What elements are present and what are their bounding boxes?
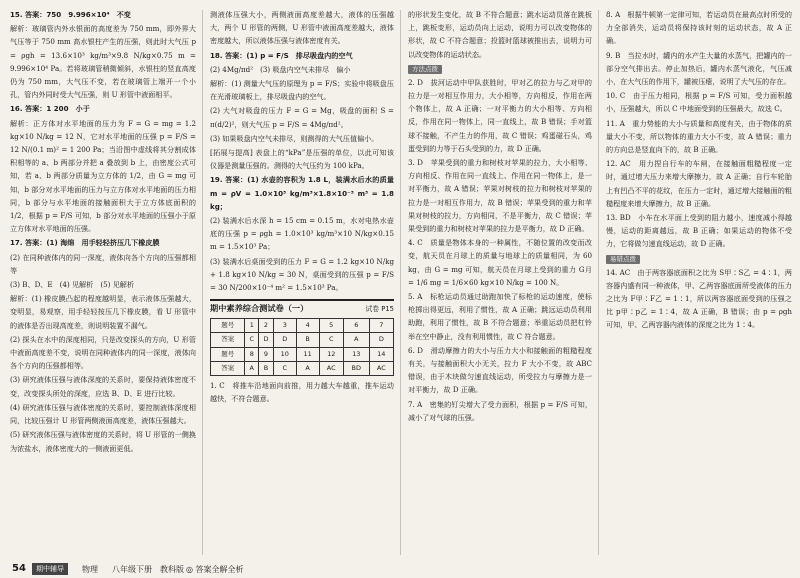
table-cell: BD: [343, 361, 369, 375]
table-cell: C: [319, 333, 343, 347]
answer-13: 13. BD 小车在水平面上受到的阻力越小，速度减小得越慢，运动的距离越远，故 B 正确；如果运动的物体不受力，它将做匀速直线运动，故 D 正确。: [606, 213, 792, 249]
column-divider: [598, 10, 599, 555]
table-cell: A: [296, 361, 319, 375]
answer-15: 15. 答案：750 9.996×10⁴ 不变: [10, 10, 131, 19]
table-row: [211, 319, 394, 333]
table-cell: AC: [319, 361, 343, 375]
table-row: [211, 347, 394, 361]
table-cell: D: [273, 333, 296, 347]
answer-1-cont: 的形状发生变化，故 B 不符合题意；跳水运动员落在跳板上，跳板变形，运动员向上运动，说明力可以改变物体的形状，故 C 不符合题意；投篮时篮球被推出去，说明力可以改变物体的运动状态。: [408, 10, 592, 59]
column-3: [408, 8, 592, 556]
table-cell: 10: [273, 347, 296, 361]
answer-12: 12. AC 用力捏自行车的车闸，在接触面粗糙程度一定时，通过增大压力来增大摩擦力，故 A 正确；自行车轮胎上有凹凸不平的花纹，在压力一定时，通过增大接触面的粗糙程度来增大摩擦力，故 B 正确。: [606, 159, 792, 208]
analysis-16: 解析：正方体对水平地面的压力为 F = G = mg = 1.2 kg×10 N/kg = 12 N，它对水平地面的压强 p = F/S = 12 N/(0.1 m)² = 1 200 Pa；当沿图中虚线将其分割成体积相等的 a、b 两部分并把 a 叠放到 b 上，由密度公式可知，若 a、b 两部分质量为立方体的 1/2，由 G = mg 可知，b 部分对水平地面的压力与立方体对水平地面的压力相同，b 部分与水平地面的接触面积大于立方体底面积的 1/2，根据 p = F/S 可知，b 部分对水平地面的压强小于原立方体对水平地面的压强。: [10, 118, 196, 234]
answer-5: 5. A 标枪运动员通过助跑加快了标枪的运动速度，使标枪掷出得更远，利用了惯性，故 A 正确；跳远运动员利用助跑，利用了惯性，故 B 不符合题意；举重运动员把杠铃举在空中静止，没有利用惯性，故 C 符合题意。: [408, 292, 592, 341]
table-cell: A: [245, 361, 259, 375]
table-cell: D: [259, 333, 274, 347]
answer-8: 8. A 根据牛顿第一定律可知，若运动员在最高点时所受的力全部消失，运动员将保持该时刻的运动状态，故 A 正确。: [606, 10, 792, 46]
analysis-17-cont: 测液体压强大小，两侧液面高度差越大，液体的压强越大，两个 U 形管的两侧，U 形管中液面高度差越大，液体密度越大，所以液体压强与液体密度有关。: [210, 10, 394, 46]
table-cell: D: [369, 333, 393, 347]
answer-17-2: (2) 在同种液体内的同一深度，液体向各个方向的压强都相等: [10, 252, 196, 275]
analysis-17-1: 解析：(1) 橡皮膜凸起的程度越明显，表示液体压强越大，变明显，易观察，用手轻轻按压几下橡皮膜，看 U 形管中的液体是否出现高度差，则说明装置不漏气。: [10, 294, 196, 330]
answer-4: 4. C 质量是物体本身的一种属性，不随位置的改变而改变，航天员在月球上的质量与地球上的质量相同，为 60 kg，由 G = mg 可知，航天员在月球上受到的重力 G月 = 1/6 mg = 1/6×60 kg×10 N/kg = 100 N。: [408, 238, 592, 287]
column-4: [606, 8, 792, 556]
series-label: ◎ 答案全解全析: [186, 565, 244, 574]
table-cell: 3: [273, 319, 296, 333]
table-cell: 9: [259, 347, 274, 361]
answer-14: 14. AC 由于两容器底面积之比为 S甲∶S乙 = 4∶1，两容器内盛有同一种液体，甲、乙两容器底面所受液体的压力之比为 F甲∶F乙 = 1∶1，所以两容器底面受到的压强之比 p甲∶p乙 = 1∶4，故 A 正确，B 错误；由 p = ρgh 可知，甲、乙两容器内液体的深度之比为 1∶4。: [606, 267, 792, 330]
table-cell: 6: [343, 319, 369, 333]
table-cell: 2: [259, 319, 274, 333]
grade-label: 八年级下册 教科版: [112, 565, 184, 574]
brand-badge: 期中辅导: [32, 563, 68, 575]
section-title: 期中素养综合测试卷（一）: [210, 303, 309, 314]
column-2: [210, 8, 394, 556]
table-cell: 12: [319, 347, 343, 361]
table-row: [211, 333, 394, 347]
answer-16: 16. 答案：1 200 小于: [10, 104, 90, 114]
analysis-18-3: (3) 如果吸盘内空气未排尽，则测得的大气压值偏小。: [210, 133, 379, 143]
analysis-17-5: (5) 研究液体压强与液体密度的关系时，将 U 形管的一侧换为浓盐水，液体密度大的一侧液面更低。: [10, 430, 196, 453]
answer-18: 18. 答案：(1) p = F/S 排尽吸盘内的空气: [210, 50, 353, 60]
answer-3: 3. D 苹果受到的重力和树枝对苹果的拉力，大小相等、方向相反、作用在同一直线上、作用在同一物体上，是一对平衡力，故 A 错误；苹果对树枝的拉力和树枝对苹果的拉力是一对相互作用力，故 B 错误；苹果受到的重力和苹果对树枝的拉力，方向相同，不是平衡力，故 C 错误；苹果受到的重力和树枝对苹果的拉力是平衡力，故 D 正确。: [408, 158, 592, 234]
subject-label: 物理: [82, 565, 98, 574]
column-divider: [202, 10, 203, 555]
analysis-17-3: (3) 研究液体压强与液体深度的关系时，要保持液体密度不变，改变探头所处的深度，应选 B、D、E 进行比较。: [10, 375, 196, 398]
table-cell: AC: [369, 361, 393, 375]
column-divider: [400, 10, 401, 555]
table-cell: C: [273, 361, 296, 375]
answer-18-2: (2) 4Mg/πd² (3) 吸盘内空气未排尽 偏小: [210, 64, 351, 74]
answer-9: 9. B 当拉水时，罐内的水产生大量的水蒸气，把罐内的一部分空气排出去。停止加热后，罐内水蒸气液化，气压减小，在大气压的作用下，罐被压瘪，说明了大气压的存在。: [606, 50, 792, 87]
answer-17: 17. 答案：(1) 海绵 用手轻轻挤压几下橡皮膜: [10, 238, 160, 248]
analysis-18-2: (2) 大气对吸盘的压力 F = G = Mg，吸盘的面积 S = π(d/2)²，则大气压 p = F/S = 4Mg/πd²。: [210, 106, 394, 129]
table-cell: C: [245, 333, 259, 347]
answer-11: 11. A 重力势能的大小与质量和高度有关，由于物体的质量大小不变，所以物体的重力大小不变，故 A 错误；重力的方向总是竖直向下的，故 B 正确。: [606, 118, 792, 155]
section-header: [210, 299, 394, 315]
column-1: [10, 8, 196, 556]
answer-1: 1. C 将推车沿地面向前推，用力越大车越重，推车运动越快，不符合题意。: [210, 381, 394, 404]
table-cell: B: [296, 333, 319, 347]
table-cell: 题号: [211, 347, 245, 361]
table-cell: 13: [343, 347, 369, 361]
section-ref: 试卷 P15: [365, 305, 394, 314]
table-cell: 14: [369, 347, 393, 361]
table-cell: 答案: [211, 333, 245, 347]
answer-6: 6. D 滑动摩擦力的大小与压力大小和接触面的粗糙程度有关，与接触面积大小无关，拉力 F 大小不变，故 ABC 错误，由于木块做匀速直线运动，所受拉力与摩擦力是一对平衡力，故 D 正确。: [408, 345, 592, 395]
table-cell: 1: [245, 319, 259, 333]
extension-18: [拓展与提高] 表盘上的“kPa”是压强的单位，以此可知该仪器是测量压强的。测得的大气压约为 100 kPa。: [210, 148, 394, 171]
table-cell: A: [343, 333, 369, 347]
table-cell: 题号: [211, 319, 245, 333]
table-cell: 8: [245, 347, 259, 361]
analysis-17-2: (2) 探头在水中的深度相同，只是改变探头的方向，U 形管中液面高度差不变，说明在同种液体内的同一深度，液体向各个方向的压强都相等。: [10, 334, 196, 371]
analysis-18-1: 解析：(1) 测量大气压的原理为 p = F/S；实验中将吸盘压在光滑玻璃板上，排尽吸盘内的空气。: [210, 79, 394, 102]
page-footer: [0, 560, 800, 578]
answer-19: 19. 答案：(1) 水壶的容积为 1.8 L，装满水后水的质量 m = ρV = 1.0×10³ kg/m³×1.8×10⁻³ m³ = 1.8 kg；: [210, 175, 394, 211]
answer-2: 2. D 拔河运动中甲队获胜时，甲对乙的拉力与乙对甲的拉力是一对相互作用力，大小相等，方向相反，作用在两个物体上，故 A 正确；一对平衡力的大小相等、方向相反，作用在同一物体上，同一直线上，故 B 错误；手对篮球不接触，不产生力的作用，故 C 错误；鸡蛋碰石头，鸡蛋受到的力等于石头受到的力，故 D 正确。: [408, 77, 592, 153]
table-cell: B: [259, 361, 274, 375]
answer-10: 10. C 由于压力相同，根据 p = F/S 可知，受力面积越小，压强越大，所以 C 中地面受到的压强最大，故选 C。: [606, 91, 792, 114]
analysis-15: 解析：玻璃管内外水银面的高度差为 750 mm，即外界大气压等于 750 mm 高水银柱产生的压强，则此时大气压 p = ρgh = 13.6×10³ kg/m³×9.8 N/kg×0.75 m = 9.996×10⁴ Pa。若将玻璃管稍微倾斜，水银柱的竖直高度仍为 750 mm，大气压不变，若在玻璃管上端开一个小孔，管内外同时受大气压强，则 U 形管中液面相平。: [10, 24, 196, 100]
table-row: [211, 361, 394, 375]
table-cell: 7: [369, 319, 393, 333]
table-cell: 11: [296, 347, 319, 361]
answer-19-3: (3) 装满水后桌面受到的压力 F = G = 1.2 kg×10 N/kg + 1.8 kg×10 N/kg = 30 N，桌面受到的压强 p = F/S = 30 N/200×10⁻⁴ m² = 1.5×10³ Pa。: [210, 256, 394, 293]
answer-17-3: (3) B、D、E (4) 见解析 (5) 见解析: [10, 280, 134, 290]
error-tip-label: 易错点拨: [606, 255, 640, 264]
answer-7: 7. A 密集的钉尖增大了受力面积，根据 p = F/S 可知，减小了对气球的压强。: [408, 399, 592, 422]
method-tip-label: 方法点拨: [408, 65, 442, 74]
analysis-17-4: (4) 研究液体压强与液体密度的关系时，要控制液体深度相同，比较压强计 U 形管两侧液面高度差，液体压强越大。: [10, 402, 196, 426]
answer-key-table: [210, 318, 394, 376]
table-cell: 答案: [211, 361, 245, 375]
page-number: 54: [12, 563, 26, 574]
table-cell: 5: [319, 319, 343, 333]
table-cell: 4: [296, 319, 319, 333]
answer-19-2: (2) 装满水后水深 h = 15 cm = 0.15 m，水对电热水壶底的压强 p = ρgh = 1.0×10³ kg/m³×10 N/kg×0.15 m = 1.5×10³ Pa；: [210, 216, 394, 252]
